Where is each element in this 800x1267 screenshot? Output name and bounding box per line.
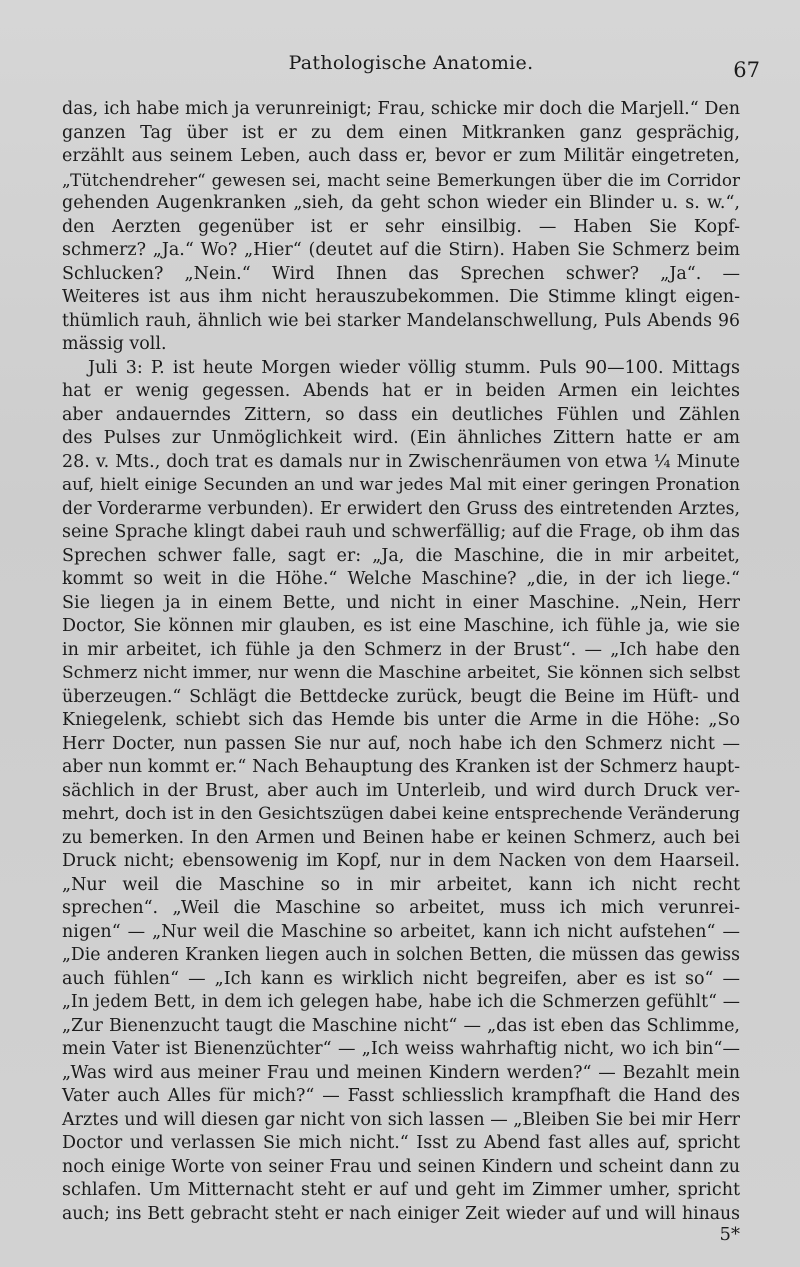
text-line: das, ich habe mich ja verunreinigt; Frau, schicke mir doch die Marjell.“ Den <box>62 99 740 119</box>
text-line: mein Vater ist Bienenzüchter“ — „Ich weiss wahrhaftig nicht, wo ich bin“— <box>62 1039 740 1059</box>
page-number: 67 <box>733 58 760 82</box>
text-line: nigen“ — „Nur weil die Maschine so arbeitet, kann ich nicht aufstehen“ — <box>62 921 740 942</box>
text-line: „In jedem Bett, in dem ich gelegen habe, habe ich die Schmerzen gefühlt“ — <box>62 992 740 1012</box>
text-line: auf, hielt einige Secunden an und war jedes Mal mit einer geringen Pronation <box>62 475 740 495</box>
text-line: Vater auch Alles für mich?“ — Fasst schliesslich krampfhaft die Hand des <box>62 1086 740 1106</box>
text-line: des Pulses zur Unmöglichkeit wird. (Ein ähnliches Zittern hatte er am <box>62 428 740 448</box>
text-line: überzeugen.“ Schlägt die Bettdecke zurück, beugt die Beine im Hüft- und <box>62 686 740 707</box>
text-line: den Aerzten gegenüber ist er sehr einsilbig. — Haben Sie Kopf- <box>62 216 740 237</box>
running-title: Pathologische Anatomie. <box>288 52 534 74</box>
text-line: Schlucken? „Nein.“ Wird Ihnen das Sprechen schwer? „Ja“. — <box>62 263 740 284</box>
text-line: Herr Docter, nun passen Sie nur auf, noch habe ich den Schmerz nicht — <box>62 733 740 754</box>
text-line: „Tütchendreher“ gewesen sei, macht seine Bemerkungen über die im Corridor <box>62 169 740 190</box>
text-line: kommt so weit in die Höhe.“ Welche Maschine? „die, in der ich liege.“ <box>62 569 740 589</box>
text-line: „Nur weil die Maschine so in mir arbeitet, kann ich nicht recht <box>62 874 740 895</box>
text-line: Juli 3: P. ist heute Morgen wieder völlig stumm. Puls 90—100. Mittags <box>88 357 740 378</box>
text-line: zu bemerken. In den Armen und Beinen habe er keinen Schmerz, auch bei <box>62 827 740 848</box>
text-line: Sie liegen ja in einem Bette, und nicht in einer Maschine. „Nein, Herr <box>62 592 740 613</box>
text-line: auch; ins Bett gebracht steht er nach einiger Zeit wieder auf und will hinaus <box>62 1203 740 1224</box>
body-text <box>62 98 740 1226</box>
text-line: erzählt aus seinem Leben, auch dass er, bevor er zum Militär eingetreten, <box>62 146 740 166</box>
text-line: mässig voll. <box>62 334 167 354</box>
text-line: Arztes und will diesen gar nicht von sich lassen — „Bleiben Sie bei mir Herr <box>62 1109 740 1130</box>
text-line: mehrt, doch ist in den Gesichtszügen dabei keine entsprechende Veränderung <box>62 804 740 824</box>
text-line: Kniegelenk, schiebt sich das Hemde bis unter die Arme in die Höhe: „So <box>62 710 740 730</box>
text-line: in mir arbeitet, ich fühle ja den Schmerz in der Brust“. — „Ich habe den <box>62 639 740 660</box>
text-line: Doctor, Sie können mir glauben, es ist eine Maschine, ich fühle ja, wie sie <box>62 616 740 636</box>
text-line: Sprechen schwer falle, sagt er: „Ja, die Maschine, die in mir arbeitet, <box>62 545 740 566</box>
text-line: der Vorderarme verbunden). Er erwidert den Gruss des eintretenden Arztes, <box>62 498 740 519</box>
text-line: auch fühlen“ — „Ich kann es wirklich nicht begreifen, aber es ist so“ — <box>62 968 740 989</box>
text-line: seine Sprache klingt dabei rauh und schwerfällig; auf die Frage, ob ihm das <box>62 522 740 542</box>
text-line: sprechen“. „Weil die Maschine so arbeitet, muss ich mich verunrei- <box>62 898 740 918</box>
text-line: Doctor und verlassen Sie mich nicht.“ Isst zu Abend fast alles auf, spricht <box>62 1133 740 1153</box>
text-line: schlafen. Um Mitternacht steht er auf und geht im Zimmer umher, spricht <box>62 1180 740 1200</box>
text-line: 28. v. Mts., doch trat es damals nur in Zwischenräumen von etwa ¼ Minute <box>62 451 740 472</box>
text-line: Druck nicht; ebensowenig im Kopf, nur in dem Nacken von dem Haarseil. <box>62 851 740 871</box>
text-line: sächlich in der Brust, aber auch im Unterleib, und wird durch Druck ver- <box>62 780 740 801</box>
text-line: thümlich rauh, ähnlich wie bei starker Mandelanschwellung, Puls Abends 96 <box>62 310 740 331</box>
signature-mark: 5* <box>719 1224 740 1245</box>
text-line: schmerz? „Ja.“ Wo? „Hier“ (deutet auf die Stirn). Haben Sie Schmerz beim <box>62 240 740 260</box>
text-line: noch einige Worte von seiner Frau und seinen Kindern und scheint dann zu <box>62 1156 740 1177</box>
text-line: „Was wird aus meiner Frau und meinen Kindern werden?“ — Bezahlt mein <box>62 1062 740 1083</box>
text-line: hat er wenig gegessen. Abends hat er in beiden Armen ein leichtes <box>62 381 740 401</box>
text-line: gehenden Augenkranken „sieh, da geht schon wieder ein Blinder u. s. w.“, <box>62 193 740 213</box>
page-header <box>62 50 760 86</box>
text-line: Schmerz nicht immer, nur wenn die Maschine arbeitet, Sie können sich selbst <box>62 663 740 683</box>
text-line: aber nun kommt er.“ Nach Behauptung des Kranken ist der Schmerz haupt- <box>62 757 740 777</box>
text-line: „Zur Bienenzucht taugt die Maschine nicht“ — „das ist eben das Schlimme, <box>62 1015 740 1036</box>
text-line: aber andauerndes Zittern, so dass ein deutliches Fühlen und Zählen <box>62 404 740 425</box>
text-line: ganzen Tag über ist er zu dem einen Mitkranken ganz gesprächig, <box>62 122 740 143</box>
text-line: Weiteres ist aus ihm nicht herauszubekommen. Die Stimme klingt eigen- <box>62 287 740 307</box>
text-line: „Die anderen Kranken liegen auch in solchen Betten, die müssen das gewiss <box>62 945 740 965</box>
